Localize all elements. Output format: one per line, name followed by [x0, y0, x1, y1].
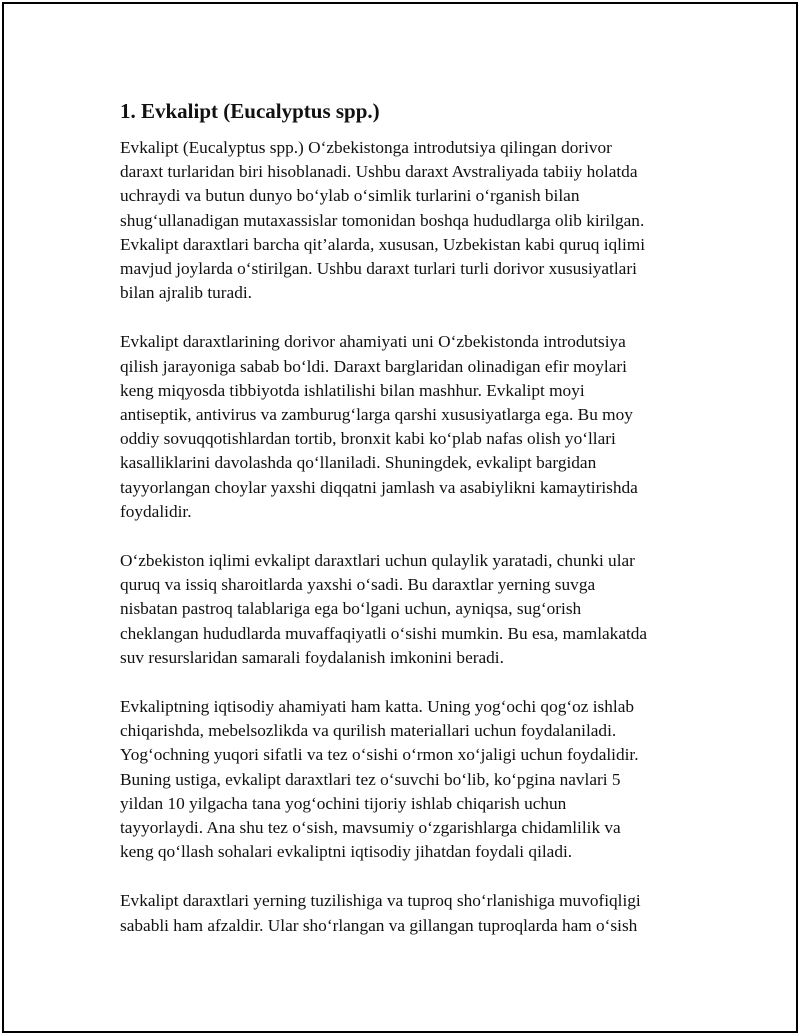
text-line: qilish jarayoniga sabab bo‘ldi. Daraxt barglaridan olinadigan efir moylari — [120, 356, 627, 376]
paragraph-4 — [120, 695, 705, 864]
text-line: keng qo‘llash sohalari evkaliptni iqtisodiy jihatdan foydali qiladi. — [120, 842, 573, 862]
paragraph-2 — [120, 330, 705, 524]
text-line: chiqarishda, mebelsozlikda va qurilish materiallari uchun foydalaniladi. — [120, 721, 617, 741]
text-line: sababli ham afzaldir. Ular sho‘rlangan va gillangan tuproqlarda ham o‘sish — [120, 915, 638, 935]
text-line: daraxt turlaridan biri hisoblanadi. Ushbu daraxt Avstraliyada tabiiy holatda — [120, 162, 638, 182]
text-line: antiseptik, antivirus va zamburug‘larga qarshi xususiyatlarga ega. Bu moy — [120, 405, 633, 425]
text-line: nisbatan pastroq talablariga ega bo‘lgani uchun, ayniqsa, sug‘orish — [120, 599, 582, 619]
text-line: cheklangan hududlarda muvaffaqiyatli o‘sishi mumkin. Bu esa, mamlakatda — [120, 623, 648, 643]
text-line: oddiy sovuqqotishlardan tortib, bronxit kabi ko‘plab nafas olish yo‘llari — [120, 429, 616, 449]
text-line: Evkalipt daraxtlarining dorivor ahamiyati uni O‘zbekistonda introdutsiya — [120, 332, 626, 352]
text-line: kasalliklarini davolashda qo‘llaniladi. Shuningdek, evkalipt bargidan — [120, 453, 597, 473]
text-line: Yog‘ochning yuqori sifatli va tez o‘sishi o‘rmon xo‘jaligi uchun foydalidir. — [120, 745, 639, 765]
text-line: yildan 10 yilgacha tana yog‘ochini tijoriy ishlab chiqarish uchun — [120, 793, 567, 813]
text-line: Evkalipt daraxtlari barcha qit’alarda, xususan, Uzbekistan kabi quruq iqlimi — [120, 234, 645, 254]
text-line: quruq va issiq sharoitlarda yaxshi o‘sadi. Bu daraxtlar yerning suvga — [120, 575, 596, 595]
text-line: Evkalipt daraxtlari yerning tuzilishiga va tuproq sho‘rlanishiga muvofiqligi — [120, 891, 641, 911]
text-line: keng miqyosda tibbiyotda ishlatilishi bilan mashhur. Evkalipt moyi — [120, 380, 585, 400]
section-title: 1. Evkalipt (Eucalyptus spp.) — [120, 99, 380, 123]
text-line: suv resurslaridan samarali foydalanish imkonini beradi. — [120, 647, 504, 667]
text-line: O‘zbekiston iqlimi evkalipt daraxtlari uchun qulaylik yaratadi, chunki ular — [120, 551, 635, 571]
text-line: shug‘ullanadigan mutaxassislar tomonidan boshqa hududlarga olib kirilgan. — [120, 210, 645, 230]
text-line: Buning ustiga, evkalipt daraxtlari tez o‘suvchi bo‘lib, ko‘pgina navlari 5 — [120, 769, 621, 789]
text-line: foydalidir. — [120, 501, 192, 521]
text-line: tayyorlaydi. Ana shu tez o‘sish, mavsumiy o‘zgarishlarga chidamlilik va — [120, 818, 621, 838]
paragraph-3 — [120, 549, 705, 670]
document-body — [120, 97, 705, 963]
text-line: mavjud joylarda o‘stirilgan. Ushbu daraxt turlari turli dorivor xususiyatlari — [120, 259, 637, 279]
text-line: bilan ajralib turadi. — [120, 283, 252, 303]
text-line: Evkalipt (Eucalyptus spp.) O‘zbekistonga introdutsiya qilingan dorivor — [120, 138, 612, 157]
text-line: tayyorlangan choylar yaxshi diqqatni jamlash va asabiylikni kamaytirishda — [120, 477, 638, 497]
text-line: uchraydi va butun dunyo bo‘ylab o‘simlik turlarini o‘rganish bilan — [120, 186, 580, 206]
paragraph-1 — [120, 136, 705, 305]
paragraph-5 — [120, 889, 705, 937]
page-frame — [2, 2, 798, 1033]
text-line: Evkaliptning iqtisodiy ahamiyati ham katta. Uning yog‘ochi qog‘oz ishlab — [120, 697, 635, 717]
